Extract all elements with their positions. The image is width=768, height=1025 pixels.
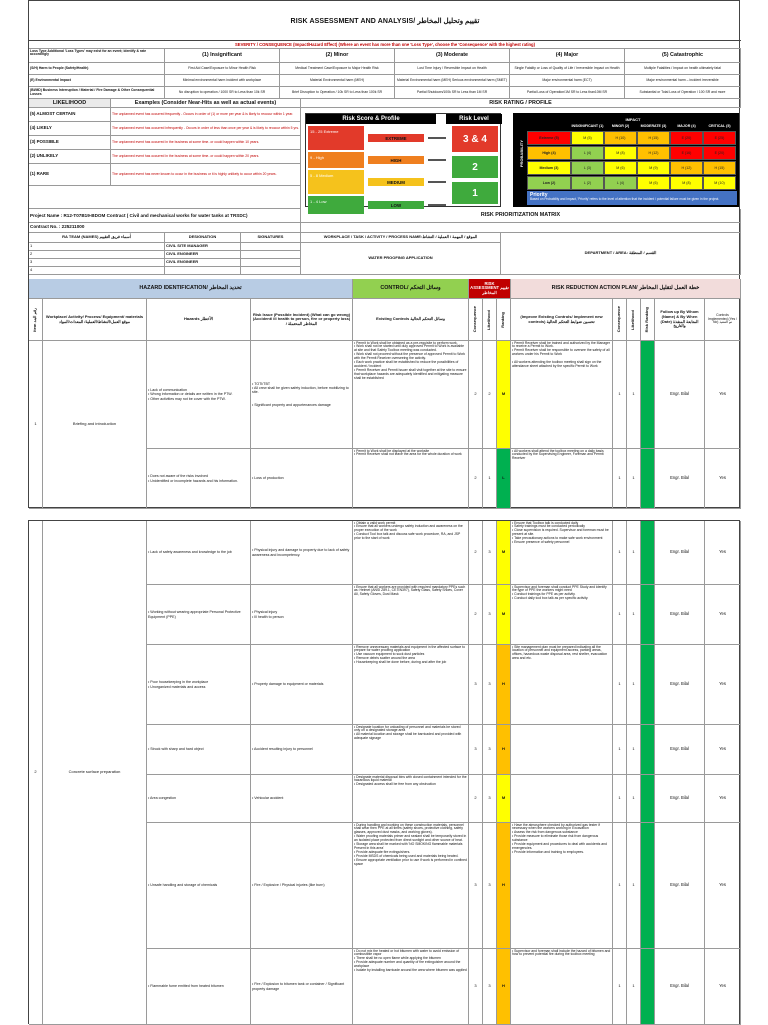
hazard-text: • Struck with sharp and hard object <box>147 725 251 775</box>
risk-issue-text: • Vehicular accident <box>251 775 353 823</box>
matrix-column-header: MODERATE (3) <box>640 124 667 128</box>
likelihood-example: The unplanned event has occurred infrequently - Occurs in order of less than once per year & is likely to reoccur within 5 yrs. <box>111 122 301 136</box>
severity-level-header: (3) Moderate <box>395 49 510 63</box>
matrix-cell: H (15) <box>703 161 736 175</box>
risk-score-title: Risk Score & Profile <box>306 114 436 124</box>
ranking-value: M <box>497 585 511 645</box>
likelihood-value: 3 <box>483 521 497 585</box>
risk-ranking-value: L <box>641 823 655 949</box>
team-header: RA TEAM (NAMES) أسماء فريق التقييم <box>29 233 165 243</box>
matrix-cell: L (3) <box>571 161 604 175</box>
severity-description: Multiple Fatalities / Impact on health ultimately fatal <box>625 63 741 75</box>
hazard-text: • Does not aware of the risks involved • Unidentified or incomplete hazards and his information. <box>147 449 251 509</box>
severity-description: No disruption to operation / 1000 SR to Less than 10k SR <box>165 87 280 99</box>
activity-name: Concrete surface preparation <box>43 521 147 1025</box>
improvement-text: • Permit Receiver shall be trained and authorized by the Manager to receive a Permit to Work. • Permit Receiver shall be responsible to oversee the safety of all workers under his Permit to Work • All workers attending the toolbox meeting shall sign on the attendance sheet attached by the specific Permit to Work <box>511 341 613 449</box>
existing-controls-text: • Designate material disposal bins with closed containment intended for the hazardous liquid material • Designated access shall be free from any obstruction <box>353 775 469 823</box>
likelihood-after-value: 1 <box>627 585 641 645</box>
severity-level-header: (4) Major <box>510 49 625 63</box>
matrix-cell: H (12) <box>670 161 703 175</box>
risk-ranking-value: L <box>641 341 655 449</box>
consequence-after-value: 1 <box>613 775 627 823</box>
consequence-value: 2 <box>469 585 483 645</box>
priority-box <box>527 191 737 205</box>
likelihood-example: The unplanned event has occurred in the business at some time- or could happen within 20 years. <box>111 150 301 164</box>
project-name: Project Name : R12-T07B19-BDOM Contract ( Civil and mechanical works for water tanks at TRSDC) <box>29 209 301 223</box>
likelihood-value: 3 <box>483 725 497 775</box>
matrix-cell: M (9) <box>637 161 670 175</box>
improvement-text: • Site management plan must be prepared indicating all the location of personnel and equipment access, parking areas, offices, hazardous waste disposal area, rest shelter, evacuation area and etc. <box>511 645 613 725</box>
matrix-cell: E (25) <box>703 131 736 145</box>
risk-level-high: 3 & 4 <box>452 126 498 152</box>
risk-level-medium: 2 <box>452 156 498 178</box>
score-band-level: MEDIUM <box>368 178 424 186</box>
hazard-id-header: HAZARD IDENTIFICATION/ تحديد المخاطر <box>29 279 353 299</box>
matrix-cell: H (10) <box>604 131 637 145</box>
col-likelihood-2: Likelihood <box>630 309 636 330</box>
risk-rating-header: RISK RATING / PROFILE <box>301 99 741 108</box>
loss-type-label: (BI/MD) Business Interruption / Material / Fire Damage & Other Consequential Losses <box>29 87 165 99</box>
matrix-cell: H (12) <box>637 146 670 160</box>
risk-ranking-value: L <box>641 645 655 725</box>
improvement-text <box>511 725 613 775</box>
risk-issue-text: • Loss of production <box>251 449 353 509</box>
team-member-signature <box>241 259 301 267</box>
col-consequence-2: Consequence <box>616 306 622 333</box>
score-band-label: 1 - 4 Low <box>310 198 327 204</box>
severity-description: Major environmental harm (ECT) <box>510 75 625 87</box>
likelihood-value: 3 <box>483 775 497 823</box>
department-label: DEPARTMENT / AREA: القسم / المنطقة <box>501 233 741 275</box>
ranking-value: H <box>497 645 511 725</box>
risk-issue-text: • Property damage to equipment or materials <box>251 645 353 725</box>
follow-up-owner: Engr. Bilal <box>655 823 705 949</box>
priority-note: Based on Probability and Impact, 'Priority' refers to the level of attention that the incident / potential failure must be given in the project. <box>530 197 720 201</box>
existing-controls-text: • Do not mix the heated or hot bitumen with water to avoid emission of combustible vapor • There shall be no open flame while applying the bitumen • Provide adequate number and quantity of fire extinguisher around the workplace • Isolate by installing barricade around the area where bitumen was applied <box>353 949 469 1025</box>
severity-description: First Aid Case/Exposure to Minor Health Risk <box>165 63 280 75</box>
hazard-text: • Poor housekeeping in the workplace • Unorganized materials and access <box>147 645 251 725</box>
consequence-after-value: 1 <box>613 725 627 775</box>
controls-implemented: Yes <box>705 585 741 645</box>
control-header: CONTROL/ وسائل التحكم <box>353 279 469 299</box>
team-member-signature <box>241 243 301 251</box>
likelihood-after-value: 1 <box>627 521 641 585</box>
team-member-signature <box>241 267 301 275</box>
controls-implemented: Yes <box>705 775 741 823</box>
risk-ranking-value: L <box>641 521 655 585</box>
col-workplace: Workplace/ Activity/ Process/ Equipment/ materials موقع العمل/النشاط/العملية/ المعدات/المواد <box>43 299 147 341</box>
col-likelihood: Likelihood <box>486 309 492 330</box>
severity-level-header: (1) Insignificant <box>165 49 280 63</box>
reduction-header: RISK REDUCTION ACTION PLAN/ خطة العمل لتقليل المخاطر <box>511 279 741 299</box>
likelihood-value: 1 <box>483 449 497 509</box>
controls-implemented: Yes <box>705 521 741 585</box>
consequence-after-value: 1 <box>613 585 627 645</box>
team-member-number: 1 <box>29 243 165 251</box>
likelihood-label: (5) ALMOST CERTAIN <box>29 108 111 122</box>
signatures-header: SIGNATURES <box>241 233 301 243</box>
team-member-designation: CIVIL SITE MANAGER <box>165 243 241 251</box>
likelihood-label: (4) LIKELY <box>29 122 111 136</box>
matrix-cell: E (20) <box>703 146 736 160</box>
controls-implemented: Yes <box>705 823 741 949</box>
risk-ranking-value: L <box>641 949 655 1025</box>
team-member-number: 2 <box>29 251 165 259</box>
item-number: 2 <box>29 521 43 1025</box>
hazard-text: • Lack of safety awareness and knowledge to the job <box>147 521 251 585</box>
consequence-value: 3 <box>469 949 483 1025</box>
risk-ranking-value: L <box>641 449 655 509</box>
col-controls-done: Controls Implemented (Yes / No) تم التنفيذ <box>705 299 741 341</box>
consequence-after-value: 1 <box>613 449 627 509</box>
controls-implemented: Yes <box>705 449 741 509</box>
consequence-after-value: 1 <box>613 341 627 449</box>
matrix-cell: L (2) <box>571 176 604 190</box>
matrix-cell: E (20) <box>670 131 703 145</box>
improvement-text: • Supervisor and foreman shall include the hazard of bitumen and how to prevent potential fire during the toolbox meeting <box>511 949 613 1025</box>
arrow-line <box>428 137 446 139</box>
existing-controls-text: • During handling and working on these construction materials, personnel shall wear then PPE at all times (safety shoes, protective clothing, safety glasses, approved dust masks, and working gloves). • Water proofing materials primer and sealant shall be temporarily stored in an isolated place protected from direct sunlight and other source of heat. • Storage area shall be marked with 'NO SMOKING flammable materials Present in this area' • Provide adequate fire extinguishers. • Provide MSDS of chemicals being used and materials being heated. • Ensure appropriate ventilation prior to use if work is performed in confined space <box>353 823 469 949</box>
matrix-cell: M (5) <box>571 131 604 145</box>
severity-description: Material Environmental harm (MEH) Serious environmental harm (SMET) <box>395 75 510 87</box>
matrix-cell: H (15) <box>637 131 670 145</box>
team-member-number: 4 <box>29 267 165 275</box>
matrix-row-label: Medium (3) <box>527 161 571 175</box>
score-band-level: HIGH <box>368 156 424 164</box>
likelihood-after-value: 1 <box>627 775 641 823</box>
activity-name: Briefing and introduction <box>43 341 147 509</box>
ranking-value: H <box>497 823 511 949</box>
follow-up-owner: Engr. Bilal <box>655 775 705 823</box>
risk-ranking-value: L <box>641 775 655 823</box>
ranking-value: H <box>497 949 511 1025</box>
risk-ranking-value: L <box>641 725 655 775</box>
improvement-text: • Supervisor and foreman shall conduct PPE Study and identify the type of PPE the workers might need • Conduct trainings for PPE as per activity. • Conduct daily tool box talk as per specific activity. <box>511 585 613 645</box>
designation-header: DESIGNATION <box>165 233 241 243</box>
loss-type-label: (E) Environmental Impact <box>29 75 165 87</box>
severity-description: Medical Treatment Case/Exposure to Major Health Risk <box>280 63 395 75</box>
arrow-line <box>428 204 446 206</box>
severity-description: Substantial or Total Loss of Operation / 100 SR and more <box>625 87 741 99</box>
matrix-column-header: MINOR (2) <box>611 124 630 128</box>
score-band-label: 5 - 8 Medium <box>310 172 334 178</box>
follow-up-owner: Engr. Bilal <box>655 725 705 775</box>
severity-description: Partial Shutdown/100k SR to Less than 1M SR <box>395 87 510 99</box>
risk-ranking-value: L <box>641 585 655 645</box>
consequence-after-value: 1 <box>613 823 627 949</box>
matrix-row-label: Extreme (5) <box>527 131 571 145</box>
controls-implemented: Yes <box>705 725 741 775</box>
ranking-value: M <box>497 775 511 823</box>
likelihood-after-value: 1 <box>627 725 641 775</box>
matrix-row-label: Low (2) <box>527 176 571 190</box>
arrow-line <box>428 181 446 183</box>
likelihood-after-value: 1 <box>627 949 641 1025</box>
likelihood-after-value: 1 <box>627 823 641 949</box>
matrix-column-header: MAJOR (4) <box>677 124 696 128</box>
hazard-text: • Flammable fume emitted from heated bitumen <box>147 949 251 1025</box>
matrix-cell: M (6) <box>637 176 670 190</box>
col-improve: (Improve Existing Controls/ Implement new controls) تحسين ضوابط التحكم الحالية <box>511 299 613 341</box>
existing-controls-text: • Obtain a valid work permit • Ensure that all workers undergo safety induction and awareness on the proper execution of the work • Conduct Tool box talk and discuss safe work procedure, RA, and JSP prior to the start of work <box>353 521 469 585</box>
matrix-cell: L (4) <box>604 176 637 190</box>
likelihood-label: (3) POSSIBLE <box>29 136 111 150</box>
risk-issue-text: • Accident resulting injury to personnel <box>251 725 353 775</box>
ranking-value: L <box>497 449 511 509</box>
consequence-value: 3 <box>469 725 483 775</box>
arrow-line <box>428 159 446 161</box>
risk-level-title: Risk Level <box>446 114 502 124</box>
risk-score-profile <box>305 113 501 207</box>
follow-up-owner: Engr. Bilal <box>655 645 705 725</box>
matrix-cell: M (8) <box>604 146 637 160</box>
likelihood-example: The unplanned event has occurred in the business at some time- or could happen within 10 years. <box>111 136 301 150</box>
risk-assessment-page-1 <box>28 0 740 508</box>
consequence-after-value: 1 <box>613 521 627 585</box>
severity-level-header: (5) Catastrophic <box>625 49 741 63</box>
hazard-text: • Lack of communication • Wrong information or details are written in the PTW. • Other activities may not be cover with the PTW. <box>147 341 251 449</box>
ranking-value: M <box>497 341 511 449</box>
follow-up-owner: Engr. Bilal <box>655 521 705 585</box>
workplace-value: WATER PROOFING APPLICATION <box>301 243 501 275</box>
risk-assessment-page-2 <box>28 520 740 1024</box>
severity-description: Lost Time Injury / Reversible Impact on Health <box>395 63 510 75</box>
risk-issue-text: • Fire / Explosive / Physical injuries (like burn) <box>251 823 353 949</box>
col-risk-ranking: Risk Ranking <box>644 306 650 333</box>
severity-description: Minimal environmental harm incident with workplace <box>165 75 280 87</box>
matrix-column-header: CRITICAL (5) <box>708 124 731 128</box>
item-number: 1 <box>29 341 43 509</box>
team-member-number: 3 <box>29 259 165 267</box>
team-member-signature <box>241 251 301 259</box>
score-band-level: EXTREME <box>368 134 424 142</box>
controls-implemented: Yes <box>705 949 741 1025</box>
col-consequence: Consequence <box>472 306 478 333</box>
consequence-after-value: 1 <box>613 645 627 725</box>
page-title: RISK ASSESSMENT AND ANALYSIS/ تقييم وتحليل المخاطر <box>29 1 741 41</box>
priority-matrix-label: RISK PRIORITIZATION MATRIX <box>301 209 741 223</box>
loss-type-label: (S/H) Harm to People (Safety/Health) <box>29 63 165 75</box>
severity-level-header: (2) Minor <box>280 49 395 63</box>
matrix-cell: L (4) <box>571 146 604 160</box>
consequence-value: 2 <box>469 775 483 823</box>
existing-controls-text: • Ensure that all workers are provided with required mandatory PPEs such as: Helmet (ANSI Z89.1, CE EN397), Safety Glass, Safety Shoes, Cover All, Safety Gloves, Dust Mask <box>353 585 469 645</box>
consequence-value: 2 <box>469 449 483 509</box>
impact-label: IMPACT <box>625 116 641 122</box>
improvement-text: • Ensure that Toolbox talk is conducted daily • Safety trainings must be conducted periodically • Close supervision is required. Supervisor and foreman must be present at site. • Take precautionary actions to make safe work environment • Ensure presence of safety personnel <box>511 521 613 585</box>
likelihood-after-value: 1 <box>627 341 641 449</box>
consequence-value: 2 <box>469 341 483 449</box>
consequence-value: 3 <box>469 645 483 725</box>
improvement-text <box>511 775 613 823</box>
existing-controls-text: • Permit to Work shall be obtained as a pre-requisite to perform work. • Work shall not be started until duly approved Permit to Work is available at site and that Safety Toolbox meeting was conducted. • Work shall not proceed without the presence of approved Permit to Work with the Permit Receiver overseeing the activity. • Each work practice shall be established to reduce the possibilities of accident / incident • Permit Receiver and Permit Issuer shall visit together at the site to ensure that workplace hazards are adequately identified and mitigating measure shall be established <box>353 341 469 449</box>
matrix-column-header: INSIGNIFICANT (1) <box>571 124 604 128</box>
blank-cell <box>29 186 301 209</box>
team-member-designation: CIVIL ENGINEER <box>165 259 241 267</box>
severity-description: Single Fatality or Loss of Quality of Life / Irreversible Impact on Health <box>510 63 625 75</box>
likelihood-example: The unplanned event has never known to occur in the business or it is highly unlikely to occur within 20 years. <box>111 164 301 186</box>
score-band-label: 15 - 25 Extreme <box>310 128 339 134</box>
col-hazards: Hazards الأخطار <box>147 299 251 341</box>
priority-label: Priority <box>530 192 548 198</box>
risk-issue-text: • TOTI/TBT • All crew shall be given safety induction, before mobilizing to site. • Significant property and appurtenances damage <box>251 341 353 449</box>
score-band-label: 9 - High <box>310 154 325 160</box>
col-follow-up: Follow up By Whom (Name) & By When (Date) المتابعة المنفذة والتاريخ <box>655 299 705 341</box>
ranking-value: H <box>497 725 511 775</box>
likelihood-label: (2) UNLIKELY <box>29 150 111 164</box>
team-member-designation <box>165 267 241 275</box>
blank-row <box>301 223 741 233</box>
risk-assessment-header: RISK ASSESSMENT تقييم المخاطر <box>469 279 511 299</box>
matrix-cell: M (8) <box>670 176 703 190</box>
likelihood-header: LIKELIHOOD <box>29 99 111 108</box>
follow-up-owner: Engr. Bilal <box>655 585 705 645</box>
col-existing: Existing Controls وسائل التحكم الحالية <box>353 299 469 341</box>
risk-issue-text: • Physical injury • Ill health to person <box>251 585 353 645</box>
ranking-value: M <box>497 521 511 585</box>
risk-issue-text: • Physical injury and damage to property due to lack of safety awareness and incompetency. <box>251 521 353 585</box>
severity-description: Material Environmental harm (MEH) <box>280 75 395 87</box>
severity-description: Partial Loss of Operation/1M SR to Less than10M SR <box>510 87 625 99</box>
matrix-row-label: High (4) <box>527 146 571 160</box>
improvement-text: • Have the atmosphere checked by authorized gas tester if necessary when the workers working in Excavation • Assess the risk from dangerous substance • Provide measure to eliminate those risk from dangerous substance • Provide equipment and procedures to deal with accidents and emergencies. • Provide information and training to employees. <box>511 823 613 949</box>
loss-type-note: Loss Type Additional 'Loss Types' may exist for an event; identify & rate accordingly <box>29 49 165 63</box>
hazard-text: • Area congestion <box>147 775 251 823</box>
hazard-text: • Unsafe handling and storage of chemicals <box>147 823 251 949</box>
col-ranking: Ranking <box>500 311 506 328</box>
matrix-cell: M (10) <box>703 176 736 190</box>
risk-issue-text: • Fire / Explosion to bitumen tank or container / Significant property damage <box>251 949 353 1025</box>
likelihood-label: (1) RARE <box>29 164 111 186</box>
follow-up-owner: Engr. Bilal <box>655 449 705 509</box>
consequence-after-value: 1 <box>613 949 627 1025</box>
probability-impact-matrix <box>513 113 739 207</box>
likelihood-after-value: 1 <box>627 645 641 725</box>
follow-up-owner: Engr. Bilal <box>655 949 705 1025</box>
contract-no: Contract No. : 225211000 <box>29 223 301 233</box>
existing-controls-text: • Designate location for unloading of personnel and materials be stored only on a designated storage area • All material location and storage shall be barricaded and provided with adequate signage <box>353 725 469 775</box>
likelihood-after-value: 1 <box>627 449 641 509</box>
follow-up-owner: Engr. Bilal <box>655 341 705 449</box>
col-item: Item رقم البند <box>32 307 38 332</box>
consequence-value: 3 <box>469 823 483 949</box>
severity-description: Brief Disruption to Operation / 10k SR to Less than 100k SR <box>280 87 395 99</box>
likelihood-value: 3 <box>483 823 497 949</box>
matrix-cell: E (16) <box>670 146 703 160</box>
consequence-value: 2 <box>469 521 483 585</box>
likelihood-example: The unplanned event has occurred frequently - Occurs in order of (1) or more per year & is likely to reoccur within 1 year. <box>111 108 301 122</box>
controls-implemented: Yes <box>705 341 741 449</box>
controls-implemented: Yes <box>705 645 741 725</box>
likelihood-value: 3 <box>483 949 497 1025</box>
severity-description: Major environmental harm – incident irreversible <box>625 75 741 87</box>
examples-header: Examples (Consider Near-Hits as well as actual events) <box>111 99 301 108</box>
hazard-text: • Working without wearing appropriate Personal Protective Equipment (PPE) <box>147 585 251 645</box>
likelihood-value: 3 <box>483 585 497 645</box>
col-risk-issue: Risk Issue (Possible Incident) (What can go wrong) (Accident/ ill health to person, fire or property loss) / المخاطر المحتملة <box>251 299 353 341</box>
likelihood-value: 2 <box>483 341 497 449</box>
risk-level-low: 1 <box>452 182 498 204</box>
likelihood-value: 3 <box>483 645 497 725</box>
score-band-level: LOW <box>368 201 424 209</box>
workplace-label: WORKPLACE / TASK / ACTIVITY / PROCESS NAME:الموقع / المهمة / العملية / النشاط <box>301 233 501 243</box>
severity-banner: SEVERITY / CONSEQUENCE (Impact/Hazard Effect) (Where an event has more than one 'Loss Type', choose the 'Consequence' with the highest rating) <box>29 41 741 49</box>
existing-controls-text: • Remove unnecessary materials and equipment in the affected surface to prepare for water proofing application • Use vacuum equipment to suck dust particles • Remove debris scatter around the area • Housekeeping shall be done before, during and after the job <box>353 645 469 725</box>
existing-controls-text: • Permit to Work shall be displayed at the worksite • Permit Receiver shall not leave the area for the whole duration of work <box>353 449 469 509</box>
probability-axis-label: PROBABILITY <box>518 140 524 168</box>
team-member-designation: CIVIL ENGINEER <box>165 251 241 259</box>
improvement-text: • All workers shall attend the toolbox meeting on a daily basis conducted by the Supervising Engineer, Foreman and Permit Receiver <box>511 449 613 509</box>
matrix-cell: M (6) <box>604 161 637 175</box>
